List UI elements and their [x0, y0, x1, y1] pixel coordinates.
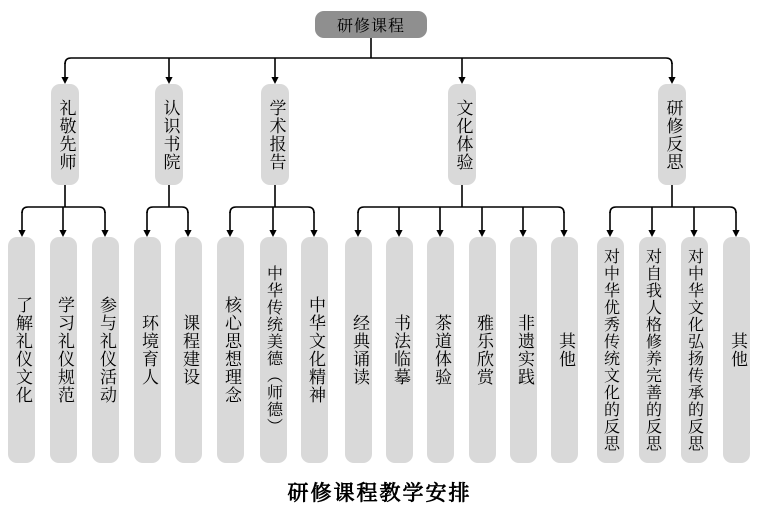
- leaf-node: [260, 237, 287, 463]
- leaf-node: [681, 237, 708, 463]
- leaf-node: [551, 237, 578, 463]
- branch-label: 礼敬先师: [55, 98, 76, 171]
- leaf-node: [639, 237, 666, 463]
- leaf-node: [134, 237, 161, 463]
- leaf-node: [723, 237, 750, 463]
- leaf-label: 参与礼仪活动: [96, 296, 116, 404]
- leaf-node: [345, 237, 372, 463]
- leaf-node: [427, 237, 454, 463]
- branch-label: 文化体验: [452, 98, 473, 171]
- leaf-label: 非遗实践: [514, 314, 534, 386]
- branch-label: 研修反思: [662, 98, 683, 171]
- leaf-node: [510, 237, 537, 463]
- leaf-node: [301, 237, 328, 463]
- branch-node-yanxiu-fansi: [658, 84, 686, 185]
- leaf-label: 对中华优秀传统文化的反思: [601, 248, 621, 452]
- leaf-label: 环境育人: [138, 314, 158, 386]
- leaf-label: 书法临摹: [390, 314, 410, 386]
- branch-node-lijing-xianshi: [51, 84, 79, 185]
- leaf-node: [386, 237, 413, 463]
- leaf-label: 中华文化精神: [305, 296, 325, 404]
- leaf-label: 了解礼仪文化: [12, 296, 32, 404]
- branch-node-xueshu-baogao: [261, 84, 289, 185]
- leaf-label: 课程建设: [179, 314, 199, 386]
- leaf-node: [8, 237, 35, 463]
- leaf-label: 雅乐欣赏: [473, 314, 493, 386]
- root-label: 研修课程: [336, 16, 405, 35]
- leaf-label: 对中华文化弘扬传承的反思: [685, 248, 705, 452]
- root-node: [315, 11, 427, 38]
- leaf-label: 其他: [555, 332, 575, 368]
- branch-node-renshi-shuyuan: [155, 84, 183, 185]
- diagram-caption: 研修课程教学安排: [287, 480, 472, 505]
- leaf-label: 茶道体验: [431, 314, 451, 386]
- leaf-node: [92, 237, 119, 463]
- branch-label: 学术报告: [265, 98, 286, 171]
- branch-label: 认识书院: [159, 98, 180, 171]
- branch-node-wenhua-tiyan: [448, 84, 476, 185]
- leaf-label: 中华传统美德（师德）: [264, 265, 284, 435]
- leaf-node: [50, 237, 77, 463]
- leaf-node: [597, 237, 624, 463]
- leaf-label: 核心思想理念: [221, 296, 241, 404]
- leaf-node: [175, 237, 202, 463]
- leaf-label: 对自我人格修养完善的反思: [643, 248, 663, 452]
- leaf-label: 学习礼仪规范: [54, 296, 74, 404]
- leaf-label: 经典诵读: [349, 314, 369, 386]
- leaf-node: [217, 237, 244, 463]
- leaf-label: 其他: [727, 332, 747, 368]
- leaf-node: [469, 237, 496, 463]
